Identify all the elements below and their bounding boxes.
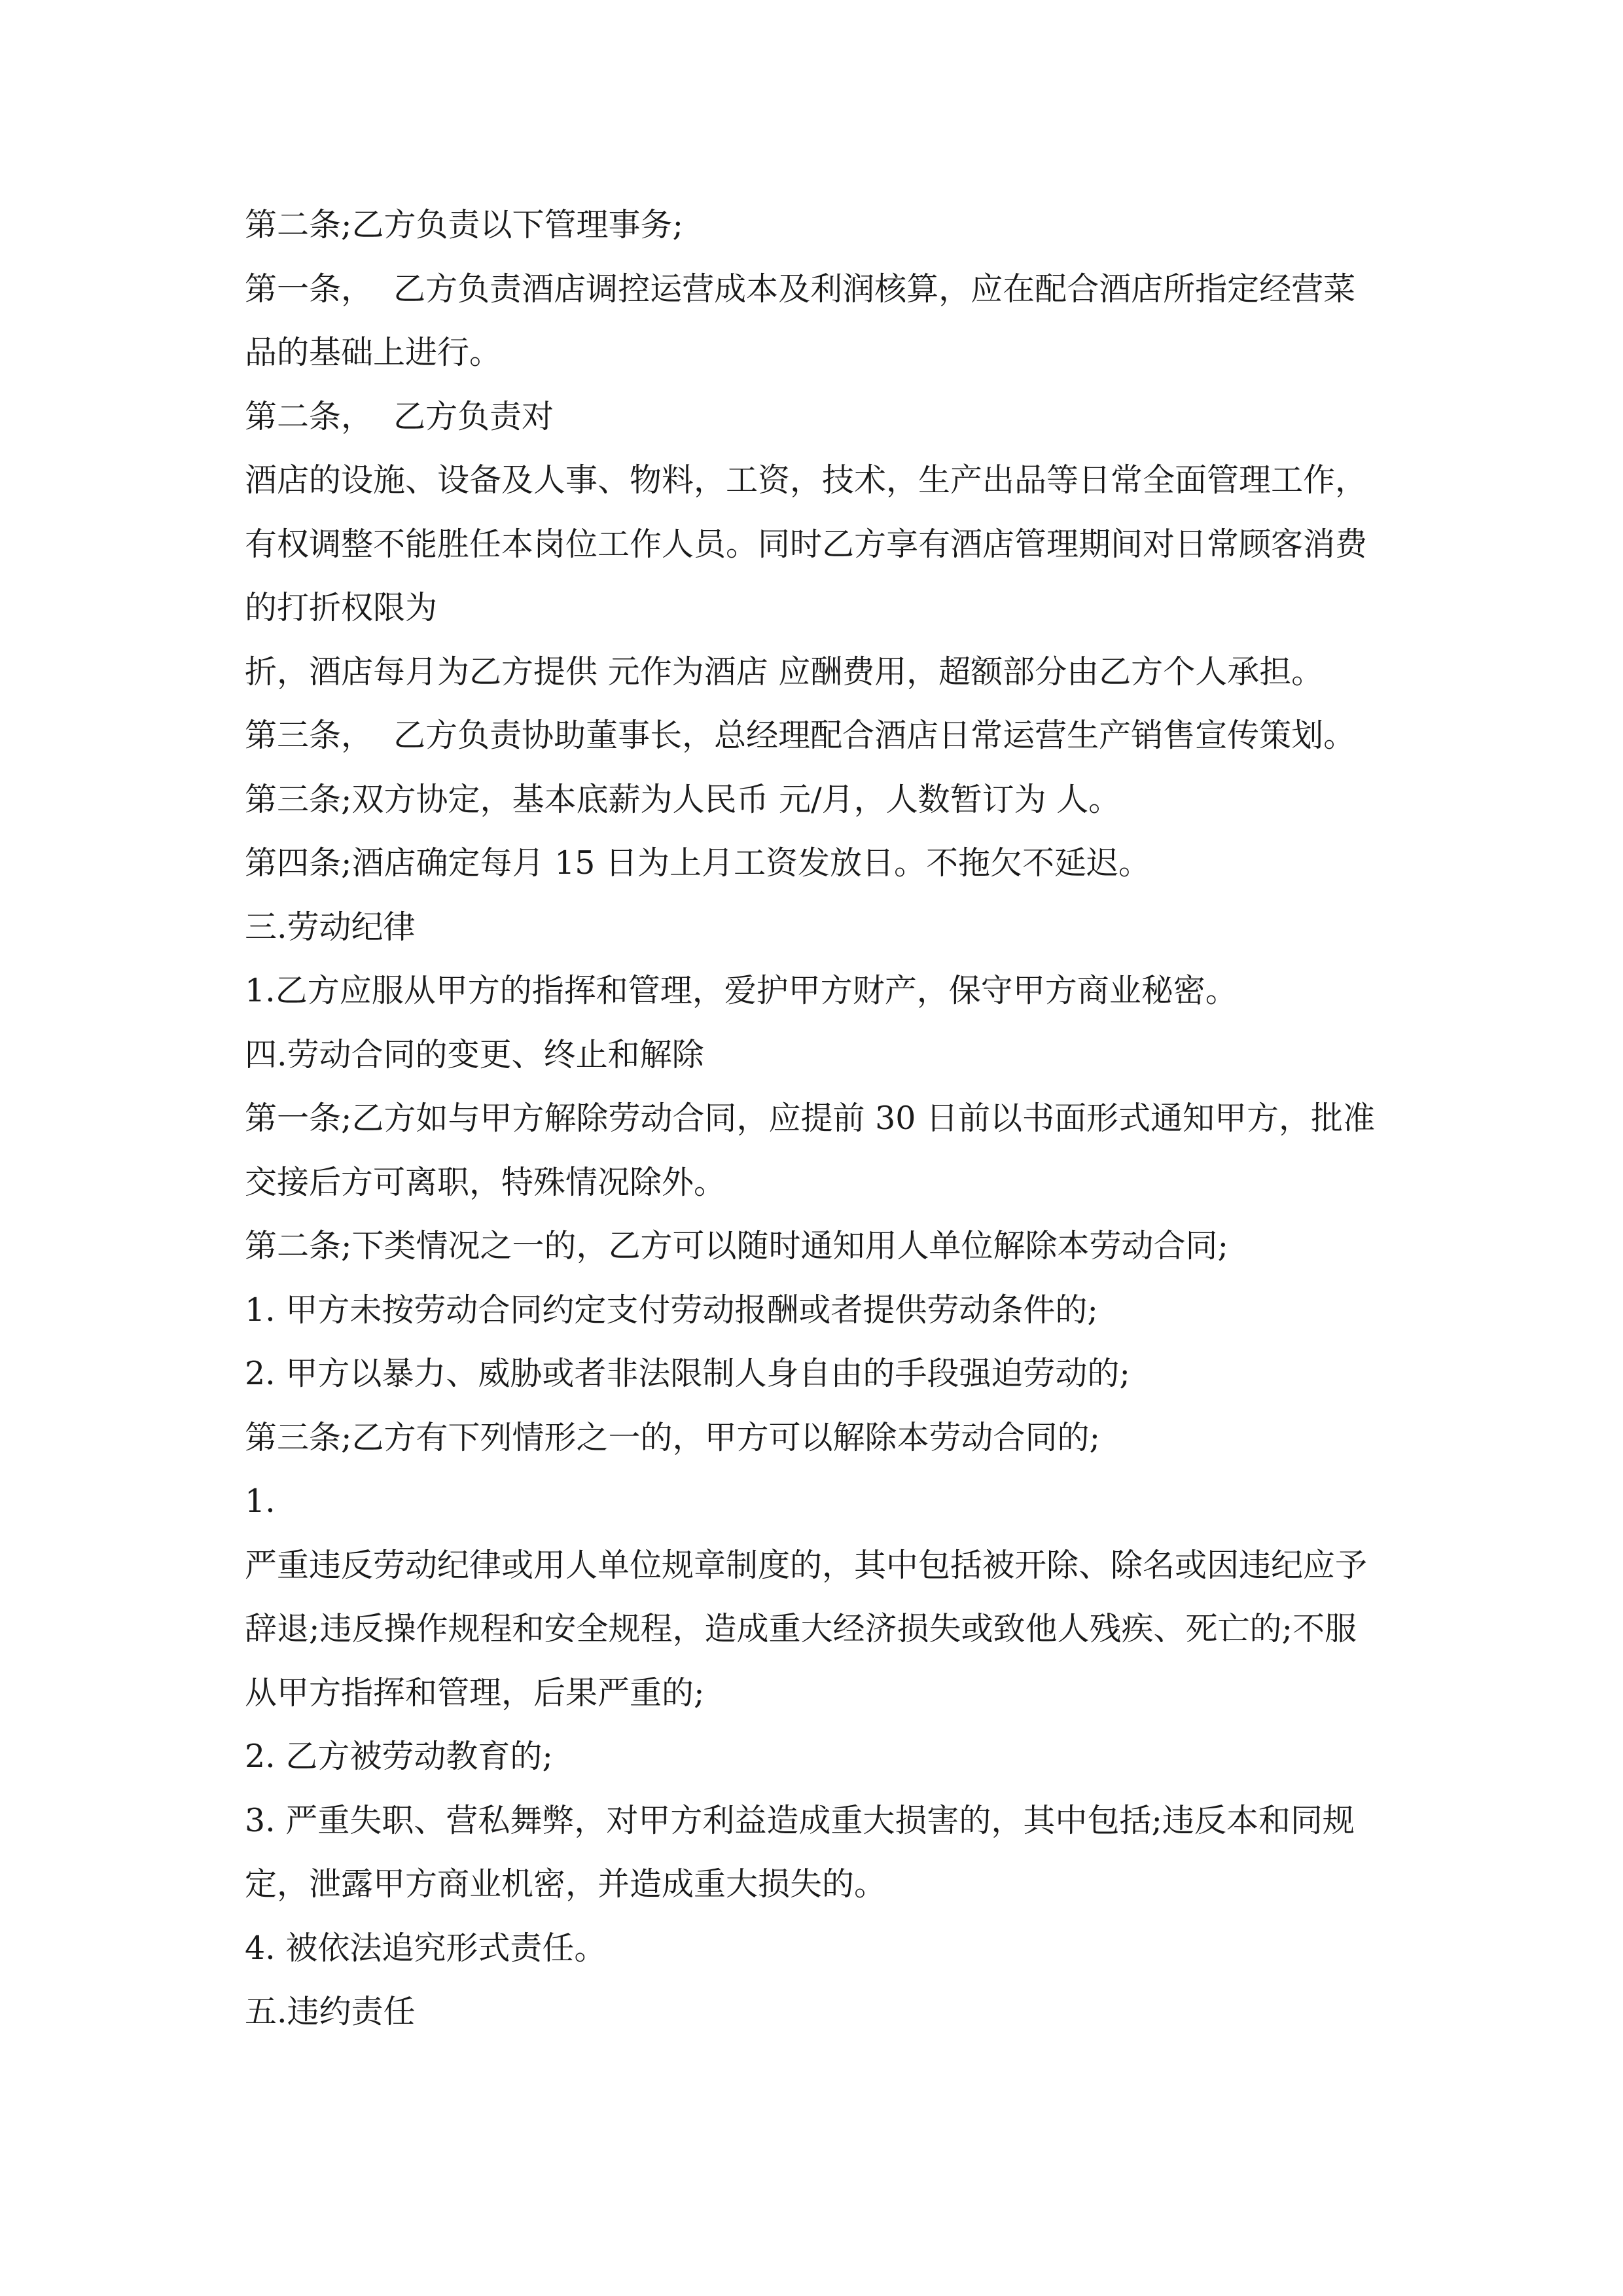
text-line: 辞退;违反操作规程和安全规程，造成重大经济损失或致他人残疾、死亡的;不服: [245, 1610, 1357, 1647]
text-line: 第一条， 乙方负责酒店调控运营成本及利润核算，应在配合酒店所指定经营菜: [245, 270, 1356, 308]
text-line: 第二条;下类情况之一的，乙方可以随时通知用人单位解除本劳动合同;: [245, 1227, 1229, 1265]
text-line: 品的基础上进行。: [245, 334, 502, 371]
section-heading: 三.劳动纪律: [245, 908, 416, 946]
text-line: 有权调整不能胜任本岗位工作人员。同时乙方享有酒店管理期间对日常顾客消费: [245, 525, 1368, 563]
text-line: 折，酒店每月为乙方提供 元作为酒店 应酬费用，超额部分由乙方个人承担。: [245, 653, 1324, 691]
text-line: 从甲方指挥和管理，后果严重的;: [245, 1674, 705, 1712]
text-line: 交接后方可离职，特殊情况除外。: [245, 1163, 726, 1201]
text-line: 第一条;乙方如与甲方解除劳动合同，应提前 30 日前以书面形式通知甲方，批准: [245, 1100, 1376, 1137]
text-line: 第三条;双方协定，基本底薪为人民币 元/月，人数暂订为 人。: [245, 780, 1121, 818]
text-line: 2. 甲方以暴力、威胁或者非法限制人身自由的手段强迫劳动的;: [245, 1355, 1130, 1392]
text-line: 第二条;乙方负责以下管理事务;: [245, 206, 684, 243]
text-line: 的打折权限为: [245, 589, 438, 626]
text-line: 1.乙方应服从甲方的指挥和管理，爱护甲方财产，保守甲方商业秘密。: [245, 972, 1238, 1009]
text-line: 第三条;乙方有下列情形之一的，甲方可以解除本劳动合同的;: [245, 1418, 1101, 1456]
text-line: 3. 严重失职、营私舞弊，对甲方利益造成重大损害的，其中包括;违反本和同规: [245, 1801, 1355, 1839]
text-line: 第四条;酒店确定每月 15 日为上月工资发放日。不拖欠不延迟。: [245, 844, 1151, 882]
text-line: 第三条， 乙方负责协助董事长，总经理配合酒店日常运营生产销售宣传策划。: [245, 717, 1356, 754]
text-line: 2. 乙方被劳动教育的;: [245, 1738, 553, 1775]
text-line: 酒店的设施、设备及人事、物料，工资，技术，生产出品等日常全面管理工作，: [245, 461, 1368, 499]
text-line: 定，泄露甲方商业机密，并造成重大损失的。: [245, 1865, 887, 1903]
section-heading: 五.违约责任: [245, 1993, 416, 2030]
document-body: [245, 193, 1383, 2044]
text-line: 第二条， 乙方负责对: [245, 397, 554, 435]
text-line: 严重违反劳动纪律或用人单位规章制度的，其中包括被开除、除名或因违纪应予: [245, 1546, 1368, 1584]
section-heading: 四.劳动合同的变更、终止和解除: [245, 1035, 704, 1073]
text-line: 4. 被依法追究形式责任。: [245, 1929, 607, 1967]
text-line: 1.: [245, 1482, 276, 1520]
text-line: 1. 甲方未按劳动合同约定支付劳动报酬或者提供劳动条件的;: [245, 1291, 1098, 1329]
